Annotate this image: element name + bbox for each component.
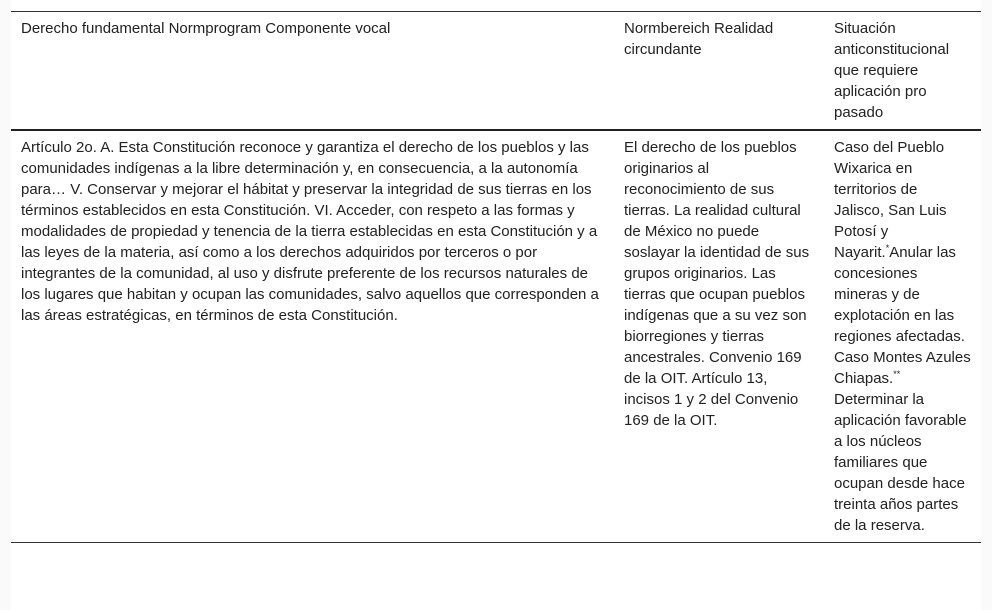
table-header <box>11 12 981 131</box>
situation-text-3: Determinar la aplicación favorable a los núcleos familiares que ocupan desde hace treinta años partes de la reserva. <box>834 391 967 534</box>
table-container <box>11 11 981 543</box>
page-margin-left <box>0 0 11 610</box>
cell-reality: El derecho de los pueblos originarios al reconocimiento de sus tierras. La realidad cultural de México no puede soslayar la identidad de sus grupos originarios. Las tierras que ocupan pueblos indígenas que a su vez son biorregiones y tierras ancestrales. Convenio 169 de la OIT. Artículo 13, incisos 1 y 2 del Convenio 169 de la OIT. <box>624 139 810 429</box>
cell-situation <box>824 130 981 543</box>
situation-text-1: Caso del Pueblo Wixarica en territorios de Jalisco, San Luis Potosí y Nayarit. <box>834 139 947 261</box>
footnote-marker-1[interactable]: * <box>885 243 890 253</box>
table-row <box>11 130 981 543</box>
table-body <box>11 130 981 543</box>
header-situation: Situación anticonstitucional que requiere aplicación pro pasado <box>834 20 950 121</box>
cell-article: Artículo 2o. A. Esta Constitución reconoce y garantiza el derecho de los pueblos y las comunidades indígenas a la libre determinación y, en consecuencia, a la autonomía para… V. Conservar y mejorar el hábitat y preservar la integridad de sus tierras en los términos establecidos en esta Constitución. VI. Acceder, con respeto a las formas y modalidades de propiedad y tenencia de la tierra establecidas en esta Constitución y a las leyes de la materia, así como a los derechos adquiridos por terceros o por integrantes de la comunidad, al uso y disfrute preferente de los recursos naturales de los lugares que habitan y ocupan las comunidades, salvo aquellos que corresponden a las áreas estratégicas, en términos de esta Constitución. <box>21 139 599 324</box>
header-reality: Normbereich Realidad circundante <box>624 20 774 58</box>
constitutional-analysis-table <box>11 11 981 543</box>
page-margin-right <box>981 0 992 610</box>
footnote-marker-2[interactable]: ** <box>893 369 901 379</box>
header-row <box>11 12 981 131</box>
situation-text-2: Anular las concesiones mineras y de explotación en las regiones afectadas. Caso Montes Azules Chiapas. <box>834 244 971 387</box>
header-fundamental-right: Derecho fundamental Normprogram Componente vocal <box>21 20 391 37</box>
